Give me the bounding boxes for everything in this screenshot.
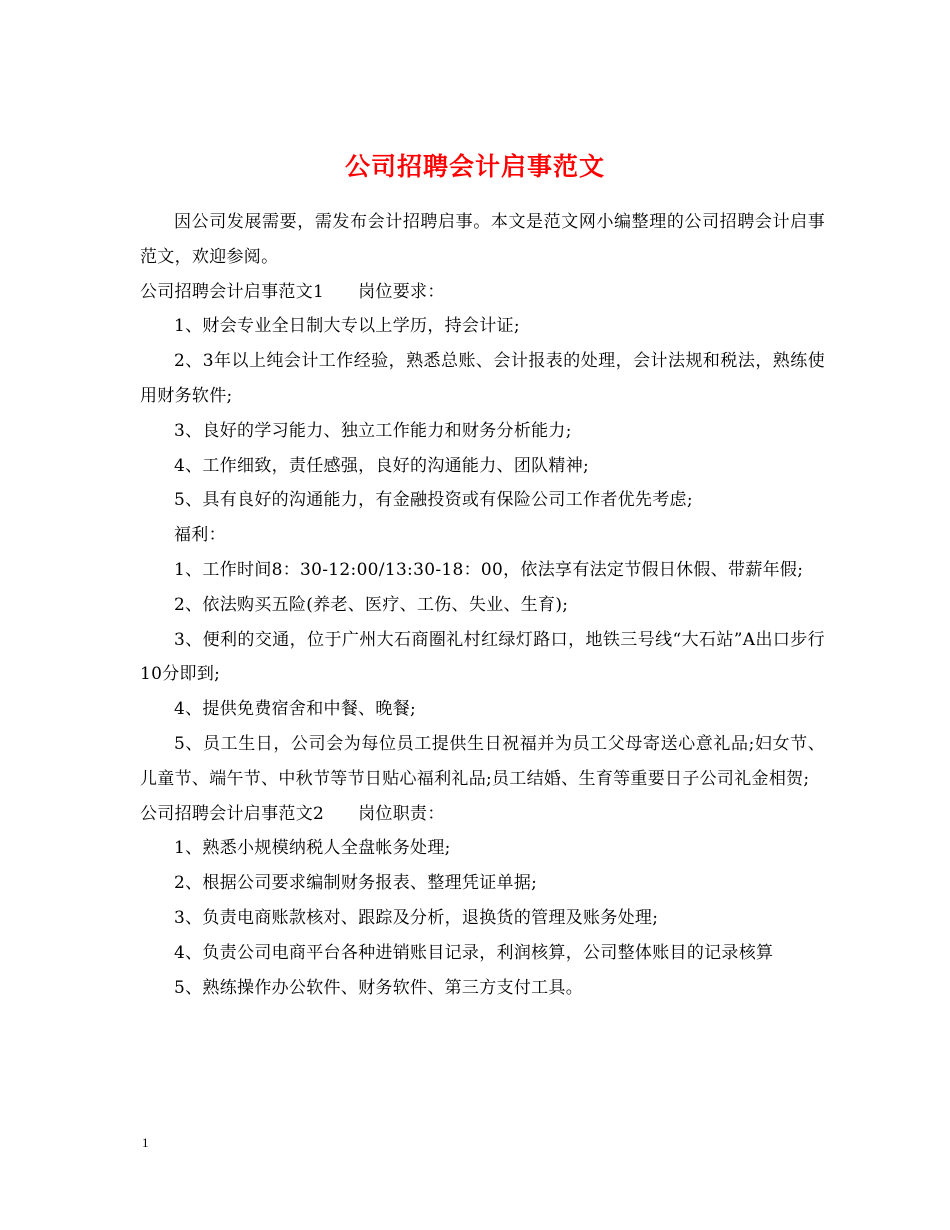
requirement-item: 4、工作细致，责任感强，良好的沟通能力、团队精神; xyxy=(174,455,590,476)
duty-item: 1、熟悉小规模纳税人全盘帐务处理; xyxy=(174,838,451,859)
duty-item: 2、根据公司要求编制财务报表、整理凭证单据; xyxy=(174,873,538,894)
document-title: 公司招聘会计启事范文 xyxy=(344,151,605,181)
requirement-item: 5、具有良好的沟通能力，有金融投资或有保险公司工作者优先考虑; xyxy=(174,490,693,511)
duty-item: 3、负责电商账款核对、跟踪及分析，退换货的管理及账务处理; xyxy=(174,907,659,928)
benefit-item: 2、依法购买五险(养老、医疗、工伤、失业、生育); xyxy=(174,594,569,615)
duty-item: 4、负责公司电商平台各种进销账目记录，利润核算，公司整体账目的记录核算 xyxy=(174,942,774,963)
section1-heading: 公司招聘会计启事范文1 xyxy=(140,281,325,302)
benefit-item: 1、工作时间8：30-12:00/13:30-18：00，依法享有法定节假日休假、带薪年假; xyxy=(174,559,804,580)
page-number: 1 xyxy=(142,1135,149,1150)
requirement-item: 2、3年以上纯会计工作经验，熟悉总账、会计报表的处理，会计法规和税法，熟练使用财务软件; xyxy=(140,351,825,406)
document-body xyxy=(140,205,825,1005)
section2-heading-line xyxy=(140,797,825,832)
requirement-item: 3、良好的学习能力、独立工作能力和财务分析能力; xyxy=(174,420,572,441)
benefit-item: 3、便利的交通，位于广州大石商圈礼村红绿灯路口，地铁三号线“大石站”A出口步行10分即到; xyxy=(140,629,825,685)
section1-subheading: 岗位要求： xyxy=(358,281,445,302)
benefit-item: 4、提供免费宿舍和中餐、晚餐; xyxy=(174,699,417,720)
benefits-label: 福利： xyxy=(174,525,226,546)
section2-heading: 公司招聘会计启事范文2 xyxy=(140,803,325,824)
intro-paragraph: 因公司发展需要，需发布会计招聘启事。本文是范文网小编整理的公司招聘会计启事范文，欢迎参阅。 xyxy=(140,212,825,267)
duty-item: 5、熟练操作办公软件、财务软件、第三方支付工具。 xyxy=(174,977,584,998)
requirement-item: 1、财会专业全日制大专以上学历，持会计证; xyxy=(174,316,520,337)
section1-heading-line xyxy=(140,275,825,310)
benefit-item: 5、员工生日，公司会为每位员工提供生日祝福并为员工父母寄送心意礼品;妇女节、儿童节、端午节、中秋节等节日贴心福利礼品;员工结婚、生育等重要日子公司礼金相贺; xyxy=(140,733,825,789)
section2-subheading: 岗位职责： xyxy=(358,803,445,824)
